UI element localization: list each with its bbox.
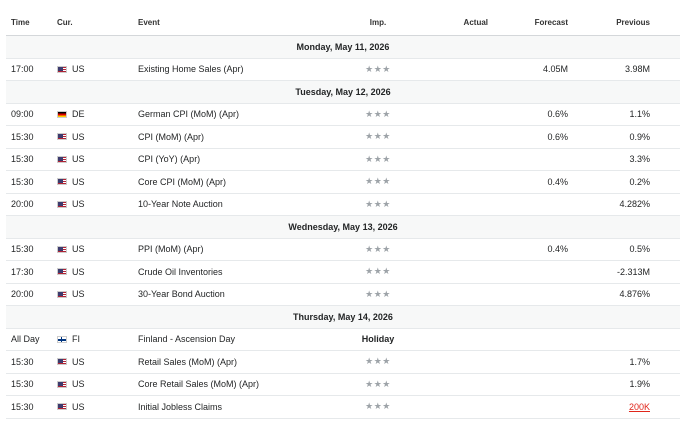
event-actual bbox=[416, 396, 488, 418]
event-name-link[interactable]: German CPI (MoM) (Apr) bbox=[138, 109, 240, 120]
event-currency bbox=[57, 239, 137, 261]
event-currency bbox=[57, 194, 137, 216]
currency-code: US bbox=[72, 64, 85, 75]
day-header-label: Monday, May 11, 2026 bbox=[296, 41, 390, 52]
header-actual[interactable]: Actual bbox=[463, 18, 488, 27]
event-time: 15:30 bbox=[11, 154, 34, 165]
table-row[interactable] bbox=[6, 171, 680, 194]
event-name-link[interactable]: Initial Jobless Claims bbox=[138, 401, 223, 412]
event-forecast: 4.05M bbox=[542, 64, 568, 75]
event-time: 15:30 bbox=[11, 401, 34, 412]
event-previous bbox=[574, 59, 650, 81]
event-name-link[interactable]: Existing Home Sales (Apr) bbox=[138, 64, 244, 75]
event-name-link[interactable]: Crude Oil Inventories bbox=[138, 266, 223, 277]
star-icon-group: ★★★ bbox=[365, 356, 391, 367]
table-row[interactable] bbox=[6, 126, 680, 149]
previous-value: 3.3% bbox=[629, 154, 650, 165]
holiday-text: Holiday bbox=[361, 334, 395, 345]
event-forecast: 0.4% bbox=[547, 244, 568, 255]
table-row[interactable] bbox=[6, 104, 680, 127]
holiday-label bbox=[348, 329, 408, 351]
flag-us-icon bbox=[57, 291, 67, 298]
event-actual bbox=[416, 351, 488, 373]
previous-value: 0.2% bbox=[629, 176, 650, 187]
importance-stars bbox=[348, 104, 408, 126]
event-currency bbox=[57, 329, 137, 351]
importance-stars bbox=[348, 261, 408, 283]
day-header-row bbox=[6, 81, 680, 104]
event-forecast bbox=[496, 261, 568, 283]
event-forecast bbox=[496, 284, 568, 306]
event-actual bbox=[416, 329, 488, 351]
event-actual bbox=[416, 149, 488, 171]
star-icon-group: ★★★ bbox=[365, 63, 391, 74]
table-row[interactable] bbox=[6, 59, 680, 82]
event-name-link[interactable]: 30-Year Bond Auction bbox=[138, 289, 225, 300]
currency-code: US bbox=[72, 289, 85, 300]
event-actual bbox=[416, 239, 488, 261]
flag-us-icon bbox=[57, 381, 67, 388]
currency-code: US bbox=[72, 176, 85, 187]
event-forecast bbox=[496, 374, 568, 396]
event-name-link[interactable]: Retail Sales (MoM) (Apr) bbox=[138, 356, 238, 367]
star-icon-group: ★★★ bbox=[365, 243, 391, 254]
flag-us-icon bbox=[57, 403, 67, 410]
flag-us-icon bbox=[57, 133, 67, 140]
event-time: 17:00 bbox=[11, 64, 34, 75]
currency-code: US bbox=[72, 244, 85, 255]
event-currency bbox=[57, 126, 137, 148]
event-forecast bbox=[496, 351, 568, 373]
currency-code: FI bbox=[72, 334, 80, 345]
flag-us-icon bbox=[57, 246, 67, 253]
day-header-label: Tuesday, May 12, 2026 bbox=[295, 86, 391, 97]
event-actual bbox=[416, 284, 488, 306]
event-actual bbox=[416, 104, 488, 126]
importance-stars bbox=[348, 126, 408, 148]
event-previous bbox=[574, 194, 650, 216]
event-currency bbox=[57, 59, 137, 81]
importance-stars bbox=[348, 284, 408, 306]
header-forecast[interactable]: Forecast bbox=[534, 18, 568, 27]
flag-us-icon bbox=[57, 156, 67, 163]
event-actual bbox=[416, 374, 488, 396]
event-currency bbox=[57, 261, 137, 283]
event-currency bbox=[57, 149, 137, 171]
event-time: 20:00 bbox=[11, 289, 34, 300]
flag-us-icon bbox=[57, 178, 67, 185]
event-name-link[interactable]: Finland - Ascension Day bbox=[138, 334, 236, 345]
previous-value: 0.5% bbox=[629, 244, 650, 255]
importance-stars bbox=[348, 396, 408, 418]
event-time: All Day bbox=[11, 334, 40, 345]
currency-code: US bbox=[72, 356, 85, 367]
event-time: 15:30 bbox=[11, 379, 34, 390]
event-currency bbox=[57, 284, 137, 306]
event-previous bbox=[574, 261, 650, 283]
event-previous bbox=[574, 329, 650, 351]
event-forecast bbox=[496, 149, 568, 171]
star-icon-group: ★★★ bbox=[365, 176, 391, 187]
event-time: 15:30 bbox=[11, 244, 34, 255]
previous-value: 4.282% bbox=[619, 199, 650, 210]
previous-value: 0.9% bbox=[629, 131, 650, 142]
importance-stars bbox=[348, 149, 408, 171]
event-time: 15:30 bbox=[11, 356, 34, 367]
event-currency bbox=[57, 104, 137, 126]
flag-de-icon bbox=[57, 111, 67, 118]
star-icon-group: ★★★ bbox=[365, 288, 391, 299]
header-time[interactable]: Time bbox=[11, 18, 30, 27]
star-icon-group: ★★★ bbox=[365, 266, 391, 277]
event-forecast bbox=[496, 396, 568, 418]
flag-us-icon bbox=[57, 358, 67, 365]
event-previous bbox=[574, 351, 650, 373]
table-row[interactable] bbox=[6, 239, 680, 262]
day-header-label: Thursday, May 14, 2026 bbox=[293, 311, 393, 322]
event-currency bbox=[57, 171, 137, 193]
importance-stars bbox=[348, 239, 408, 261]
flag-fi-icon bbox=[57, 336, 67, 343]
event-forecast bbox=[496, 194, 568, 216]
table-row[interactable] bbox=[6, 374, 680, 397]
day-header-row bbox=[6, 216, 680, 239]
event-currency bbox=[57, 374, 137, 396]
event-forecast: 0.6% bbox=[547, 109, 568, 120]
event-previous bbox=[574, 126, 650, 148]
event-name-link[interactable]: 10-Year Note Auction bbox=[138, 199, 223, 210]
event-previous bbox=[574, 171, 650, 193]
event-time: 20:00 bbox=[11, 199, 34, 210]
importance-stars bbox=[348, 351, 408, 373]
event-time: 17:30 bbox=[11, 266, 34, 277]
event-previous bbox=[574, 396, 650, 418]
importance-stars bbox=[348, 194, 408, 216]
event-currency bbox=[57, 396, 137, 418]
table-row[interactable] bbox=[6, 194, 680, 217]
event-time: 09:00 bbox=[11, 109, 34, 120]
event-previous bbox=[574, 374, 650, 396]
event-actual bbox=[416, 261, 488, 283]
importance-stars bbox=[348, 374, 408, 396]
event-actual bbox=[416, 194, 488, 216]
event-previous bbox=[574, 149, 650, 171]
event-previous bbox=[574, 239, 650, 261]
event-forecast: 0.6% bbox=[547, 131, 568, 142]
event-name-link[interactable]: Core CPI (MoM) (Apr) bbox=[138, 176, 227, 187]
event-forecast: 0.4% bbox=[547, 176, 568, 187]
previous-value: 4.876% bbox=[619, 289, 650, 300]
currency-code: US bbox=[72, 154, 85, 165]
event-time: 15:30 bbox=[11, 131, 34, 142]
table-row[interactable] bbox=[6, 284, 680, 307]
table-row[interactable] bbox=[6, 351, 680, 374]
importance-stars bbox=[348, 59, 408, 81]
star-icon-group: ★★★ bbox=[365, 153, 391, 164]
star-icon-group: ★★★ bbox=[365, 198, 391, 209]
currency-code: US bbox=[72, 131, 85, 142]
currency-code: DE bbox=[72, 109, 85, 120]
event-currency bbox=[57, 351, 137, 373]
header-importance[interactable]: Imp. bbox=[369, 18, 387, 27]
currency-code: US bbox=[72, 266, 85, 277]
flag-us-icon bbox=[57, 201, 67, 208]
event-previous bbox=[574, 284, 650, 306]
previous-value: 200K bbox=[628, 401, 650, 412]
day-header-row bbox=[6, 306, 680, 329]
star-icon-group: ★★★ bbox=[365, 108, 391, 119]
previous-value: 1.9% bbox=[629, 379, 650, 390]
star-icon-group: ★★★ bbox=[365, 131, 391, 142]
table-header bbox=[6, 10, 680, 36]
header-event[interactable]: Event bbox=[138, 18, 160, 27]
day-header-row bbox=[6, 36, 680, 59]
table-row[interactable] bbox=[6, 396, 680, 419]
event-name-link[interactable]: Core Retail Sales (MoM) (Apr) bbox=[138, 379, 260, 390]
event-forecast bbox=[496, 329, 568, 351]
previous-value: 1.1% bbox=[629, 109, 650, 120]
currency-code: US bbox=[72, 401, 85, 412]
flag-us-icon bbox=[57, 268, 67, 275]
table-row[interactable] bbox=[6, 329, 680, 352]
event-name-link[interactable]: CPI (YoY) (Apr) bbox=[138, 154, 201, 165]
event-previous bbox=[574, 104, 650, 126]
previous-value: 1.7% bbox=[629, 356, 650, 367]
header-currency[interactable]: Cur. bbox=[57, 18, 73, 27]
header-previous[interactable]: Previous bbox=[616, 18, 650, 27]
event-actual bbox=[416, 171, 488, 193]
event-actual bbox=[416, 126, 488, 148]
table-row[interactable] bbox=[6, 261, 680, 284]
previous-value: -2.313M bbox=[616, 266, 650, 277]
star-icon-group: ★★★ bbox=[365, 378, 391, 389]
currency-code: US bbox=[72, 379, 85, 390]
event-time: 15:30 bbox=[11, 176, 34, 187]
event-name-link[interactable]: CPI (MoM) (Apr) bbox=[138, 131, 204, 142]
importance-stars bbox=[348, 171, 408, 193]
currency-code: US bbox=[72, 199, 85, 210]
flag-us-icon bbox=[57, 66, 67, 73]
day-header-label: Wednesday, May 13, 2026 bbox=[288, 221, 398, 232]
table-row[interactable] bbox=[6, 149, 680, 172]
previous-value: 3.98M bbox=[624, 64, 650, 75]
event-name-link[interactable]: PPI (MoM) (Apr) bbox=[138, 244, 204, 255]
event-actual bbox=[416, 59, 488, 81]
star-icon-group: ★★★ bbox=[365, 401, 391, 412]
